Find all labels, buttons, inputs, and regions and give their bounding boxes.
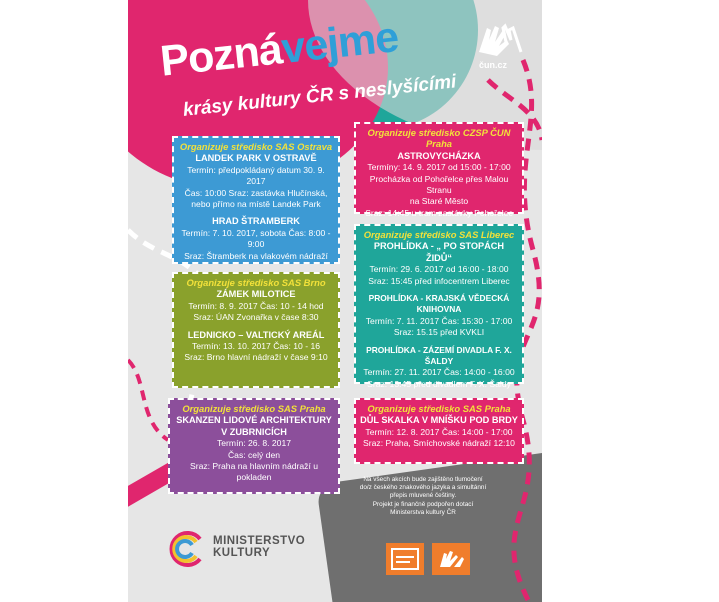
- ministry-name: [213, 535, 305, 559]
- info-line: do/z českého znakového jazyka a simultánní: [359, 484, 487, 492]
- info-line: přepis mluvené češtiny.: [389, 492, 457, 500]
- event-title: DŮL SKALKA V MNÍŠKU POD BRDY: [360, 415, 518, 426]
- cun-logo: [473, 22, 527, 70]
- interpretation-info: [334, 476, 512, 517]
- event-line: Termín: 26. 8. 2017: [216, 438, 292, 449]
- poster: [128, 0, 542, 602]
- event-line: Sraz: 14:45 u tram zastávky Pohořelec: [365, 207, 513, 218]
- event-line: Sraz: Praha, Smíchovské nádraží 12:10: [363, 438, 515, 449]
- organizer-label: Organizuje středisko SAS Praha: [182, 403, 326, 414]
- ministry-name-line: MINISTERSTVO: [213, 535, 306, 547]
- event-line: Sraz: Praha na hlavním nádraží u pokladen: [189, 461, 319, 483]
- ministry-of-culture-logo: [166, 529, 326, 569]
- organizer-label: Organizuje středisko SAS Ostrava: [179, 141, 333, 152]
- box-sas-praha-skanzen: [168, 398, 340, 494]
- box-sas-liberec: [354, 224, 524, 389]
- event-line: Sraz: Brno hlavní nádraží v čase 9:10: [184, 352, 328, 363]
- ministry-name-line: KULTURY: [213, 547, 271, 559]
- event-line: Termín: 12. 8. 2017 Čas: 14:00 - 17:00: [365, 426, 513, 437]
- event-title: V ZUBRNICÍCH: [221, 426, 287, 437]
- event-line: Sraz: ÚAN Zvonařka v čase 8:30: [193, 312, 319, 323]
- event-line: Termín: 7. 10. 2017, sobota Čas: 8:00 - 9:00: [181, 227, 331, 250]
- organizer-label: Organizuje středisko CZSP ČUN Praha: [367, 127, 511, 150]
- box-czsp-cun-praha: [354, 122, 524, 218]
- event-line: na Staré Město: [409, 196, 469, 207]
- sign-language-icon: [432, 543, 470, 575]
- event-title: LEDNICKO – VALTICKÝ AREÁL: [187, 329, 325, 340]
- organizer-label: Organizuje středisko SAS Praha: [367, 403, 511, 414]
- event-line: nebo přímo na místě Landek Park: [191, 199, 321, 210]
- event-line: Čas: celý den: [227, 449, 281, 460]
- event-title: ASTROVYCHÁZKA: [397, 150, 481, 161]
- event-line: Termín: předpokládaný datum 30. 9. 2017: [187, 164, 325, 187]
- event-line: Termín: 8. 9. 2017 Čas: 10 - 14 hod: [188, 300, 324, 311]
- event-line: Termíny: 14. 9. 2017 od 15:00 - 17:00: [367, 162, 511, 173]
- ministry-logo-icon: [166, 529, 206, 569]
- poster-subtitle: krásy kultury ČR s neslyšícími: [182, 71, 458, 121]
- organizer-label: Organizuje středisko SAS Brno: [186, 277, 326, 288]
- event-title: HRAD ŠTRAMBERK: [212, 216, 300, 227]
- box-sas-ostrava: [172, 136, 340, 264]
- event-line: Termín: 29. 6. 2017 od 16:00 - 18:00: [369, 264, 509, 275]
- box-sas-brno: [172, 272, 340, 388]
- event-title: LANDEK PARK V OSTRAVĚ: [195, 153, 317, 164]
- organizer-label: Organizuje středisko SAS Liberec: [363, 229, 515, 240]
- event-line: Termín: 13. 10. 2017 Čas: 10 - 16: [191, 341, 321, 352]
- event-line: Procházka od Pohořelce přes Malou Stranu: [369, 173, 509, 196]
- event-title: SKANZEN LIDOVÉ ARCHITEKTURY: [176, 415, 332, 426]
- info-line: Na všech akcích bude zajištěno tlumočení: [363, 476, 483, 483]
- event-line: Čas: 10:00 Sraz: zastávka Hlučínská,: [184, 187, 328, 198]
- event-line: Termín: 27. 11. 2017 Čas: 14:00 - 16:00: [363, 367, 515, 378]
- cun-logo-label: čun.cz: [479, 60, 508, 70]
- event-line: Sraz: Štramberk na vlakovém nádraží: [184, 250, 328, 261]
- hands-logo-icon: [473, 22, 527, 60]
- event-title: PROHLÍDKA - ZÁZEMÍ DIVADLA F. X. ŠALDY: [366, 344, 512, 367]
- event-line: Sraz: 13.45 před divadlem F. X. Šaldy: [367, 378, 511, 389]
- event-title: PROHLÍDKA - KRAJSKÁ VĚDECKÁ KNIHOVNA: [368, 293, 510, 315]
- event-line: Sraz: 15:45 před infocentrem Liberec: [368, 275, 510, 286]
- box-sas-praha-skalka: [354, 398, 524, 464]
- event-title: PROHLÍDKA - „ PO STOPÁCH ŽIDŮ“: [373, 241, 505, 263]
- poster-title: Poznávejme: [158, 13, 401, 86]
- event-line: Sraz: 15.15 před KVKLI: [393, 327, 485, 338]
- info-line: Projekt je finančně podpořen dotací: [372, 500, 474, 508]
- event-title: ZÁMEK MILOTICE: [216, 289, 296, 300]
- event-line: Termín: 7. 11. 2017 Čas: 15:30 - 17:00: [365, 315, 513, 326]
- info-line: Ministerstva kultury ČR: [390, 508, 456, 516]
- subtitles-icon: [386, 543, 424, 575]
